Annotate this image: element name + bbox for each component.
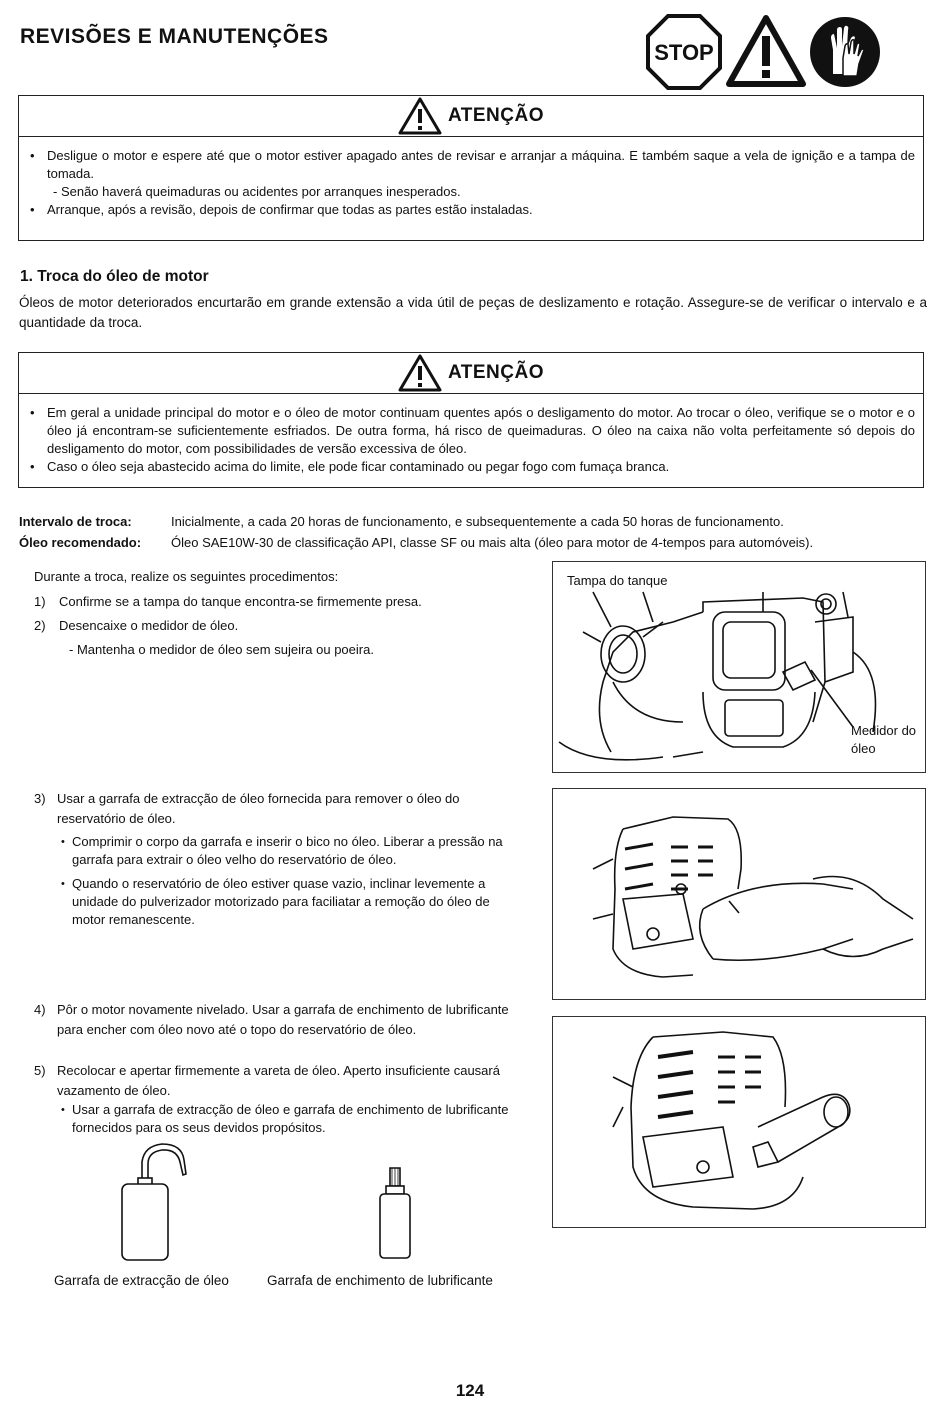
caption-extraction-bottle: Garrafa de extracção de óleo [54, 1273, 229, 1288]
step-text: Usar a garrafa de extracção de óleo fornecida para remover o óleo do reservatório de óleo. [57, 791, 460, 826]
step-text: Confirme se a tampa do tanque encontra-se firmemente presa. [59, 594, 422, 609]
warning-subitem: - Senão haverá queimaduras ou acidentes por arranques inesperados. [53, 184, 461, 199]
warning-header [19, 96, 923, 137]
page-title: REVISÕES E MANUTENÇÕES [20, 25, 329, 48]
figure-oil-gauge [552, 561, 926, 773]
gloves-icon [809, 16, 881, 88]
oil-label: Óleo recomendado: [19, 535, 142, 550]
step-number: 4) [34, 1002, 46, 1017]
stop-sign-text: STOP [654, 40, 714, 65]
step-number: 5) [34, 1063, 46, 1078]
step-3 [34, 789, 514, 929]
figure-label-tank-cap: Tampa do tanque [567, 573, 668, 588]
figure-oil-extraction [552, 788, 926, 1000]
section-intro: Óleos de motor deteriorados encurtarão em grande extensão a vida útil de peças de deslizamento e rotação. Assegure-se de verificar o intervalo e a quantidade da troca. [19, 295, 927, 330]
step-number: 1) [34, 594, 46, 609]
step-text: Pôr o motor novamente nivelado. Usar a garrafa de enchimento de lubrificante para encher com óleo novo até o topo do reservatório de óleo. [57, 1002, 509, 1037]
warning-item: • Desligue o motor e espere até que o motor estiver apagado antes de revisar e arranjar a máquina. E também saque a vela de ignição e a tampa de tomada. [27, 147, 915, 183]
step-1 [34, 592, 514, 612]
warning-triangle-icon [725, 14, 807, 88]
oil-extraction-drawing [553, 789, 924, 998]
figure-oil-filling [552, 1016, 926, 1228]
step-bullet: • Comprimir o corpo da garrafa e inserir o bico no óleo. Liberar a pressão na garrafa para extrair o óleo velho do reservatório de óleo. [56, 833, 514, 869]
step-text: Desencaixe o medidor de óleo. [59, 618, 239, 633]
step-2 [34, 616, 514, 660]
warning-item: • Caso o óleo seja abastecido acima do limite, ele pode ficar contaminado ou pegar fogo com fumaça branca. [27, 458, 915, 476]
section-heading: 1. Troca do óleo de motor [20, 268, 209, 285]
warning-heading: ATENÇÃO [447, 362, 545, 383]
filling-bottle-icon [374, 1164, 416, 1260]
warning-box-2 [18, 352, 924, 488]
oil-value: Óleo SAE10W-30 de classificação API, classe SF ou mais alta (óleo para motor de 4-tempos para automóveis). [171, 535, 814, 550]
warning-heading: ATENÇÃO [447, 105, 545, 126]
warning-triangle-icon [398, 354, 442, 392]
step-subtext: - Mantenha o medidor de óleo sem sujeira ou poeira. [69, 642, 374, 657]
step-5 [34, 1061, 514, 1137]
warning-box-1 [18, 95, 924, 241]
figure-label-oil-gauge: Medidor do óleo [851, 723, 917, 756]
warning-header [19, 353, 923, 394]
interval-value: Inicialmente, a cada 20 horas de funcionamento, e subsequentemente a cada 50 horas de funcionamento. [171, 514, 784, 529]
step-bullet: • Quando o reservatório de óleo estiver quase vazio, inclinar levemente a unidade do pulverizador motorizado para faciliatar a remoção do óleo de motor remanescente. [56, 875, 514, 929]
interval-label: Intervalo de troca: [19, 514, 132, 529]
extraction-bottle-icon [112, 1140, 192, 1262]
step-number: 3) [34, 791, 46, 806]
step-4 [34, 1000, 514, 1040]
procedure-intro: Durante a troca, realize os seguintes procedimentos: [34, 569, 339, 584]
step-text: Recolocar e apertar firmemente a vareta de óleo. Aperto insuficiente causará vazamento de óleo. [57, 1063, 500, 1098]
page-number: 124 [455, 1381, 485, 1400]
stop-sign-icon [646, 14, 722, 90]
step-number: 2) [34, 618, 46, 633]
oil-filling-drawing [553, 1017, 924, 1226]
warning-triangle-icon [398, 97, 442, 135]
warning-item: • Arranque, após a revisão, depois de confirmar que todas as partes estão instaladas. [27, 201, 915, 219]
step-bullet: • Usar a garrafa de extracção de óleo e garrafa de enchimento de lubrificante fornecidos para os seus devidos propósitos. [56, 1101, 514, 1137]
warning-item: • Em geral a unidade principal do motor e o óleo de motor continuam quentes após o desligamento do motor. Ao trocar o óleo, verifique se o motor e o óleo já encontram-se suficientemente esfriados. De outra forma, há risco de queimaduras. O óleo na caixa não volta perfeitamente só depois do desligamento do motor, com possibilidades de versão excessiva de óleo. [27, 404, 915, 458]
caption-filling-bottle: Garrafa de enchimento de lubrificante [267, 1273, 493, 1288]
